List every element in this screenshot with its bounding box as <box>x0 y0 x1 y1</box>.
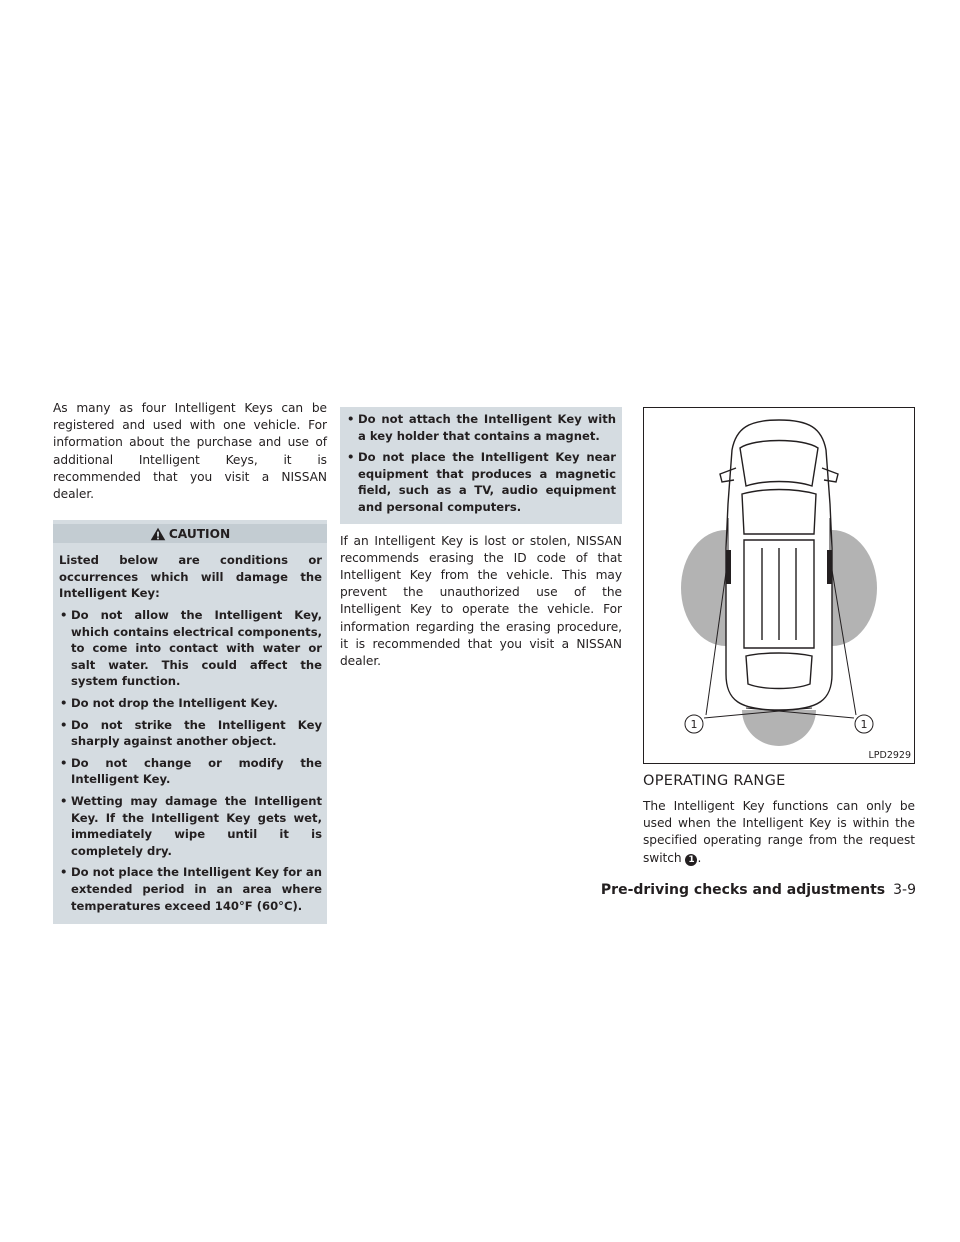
warning-icon <box>150 527 166 541</box>
page-footer <box>0 879 916 898</box>
operating-range-paragraph <box>643 798 915 867</box>
caution-item: • Do not allow the Intelligent Key, which contains electrical components, to come into contact with water or salt water. This could affect the system function. <box>59 607 322 690</box>
car-icon <box>720 420 838 710</box>
caution-list <box>59 607 322 914</box>
caution-item: • Do not place the Intelligent Key for an extended period in an area where temperatures exceed 140°F (60°C). <box>59 864 322 914</box>
caution-item: • Do not change or modify the Intelligent Key. <box>59 755 322 788</box>
right-column <box>643 407 915 867</box>
section-heading: OPERATING RANGE <box>643 773 786 789</box>
range-area-rear <box>742 710 816 746</box>
caution-lead: Listed below are conditions or occurrences which will damage the Intelligent Key: <box>59 553 322 601</box>
caution-header <box>53 524 327 543</box>
caution-title: CAUTION <box>168 526 231 541</box>
caution-item: • Do not drop the Intelligent Key. <box>59 695 322 712</box>
caution-box <box>53 520 327 924</box>
lost-key-paragraph: If an Intelligent Key is lost or stolen, NISSAN recommends erasing the ID code of that Intelligent Key from the vehicle. This may prevent the unauthorized use of the Intelligent Key to operate the vehicle. For information regarding the erasing procedure, it is recommended that you visit a NISSAN dealer. <box>340 533 622 668</box>
figure-code: LPD2929 <box>868 750 911 761</box>
left-column <box>53 400 327 924</box>
range-area-left <box>681 530 726 646</box>
callout-marker: 1 <box>685 854 697 866</box>
operating-range-text: The Intelligent Key functions can only be used when the Intelligent Key is within the specified operating range from the request switch <box>643 799 915 865</box>
caution-item: • Do not strike the Intelligent Key sharply against another object. <box>59 717 322 750</box>
range-area-right <box>832 530 877 646</box>
callout-label-right: 1 <box>860 718 868 731</box>
caution-box-continued <box>340 407 622 524</box>
caution-list-continued <box>346 411 616 516</box>
intro-paragraph: As many as four Intelligent Keys can be registered and used with one vehicle. For information about the purchase and use of additional Intelligent Keys, it is recommended that you visit a NISSAN dealer. <box>53 401 327 502</box>
caution-item: • Do not place the Intelligent Key near equipment that produces a magnetic field, such as a TV, audio equipment and personal computers. <box>346 449 616 515</box>
caution-item: • Wetting may damage the Intelligent Key. If the Intelligent Key gets wet, immediately wipe until it is completely dry. <box>59 793 322 859</box>
middle-column <box>340 407 622 670</box>
operating-range-figure <box>643 407 915 764</box>
callout-label-left: 1 <box>690 718 698 731</box>
vehicle-top-view-illustration <box>644 408 914 763</box>
caution-item: • Do not attach the Intelligent Key with a key holder that contains a magnet. <box>346 411 616 444</box>
footer-section-title: Pre-driving checks and adjustments <box>600 882 886 898</box>
operating-range-end: . <box>697 850 702 865</box>
page-number: 3-9 <box>893 882 916 898</box>
